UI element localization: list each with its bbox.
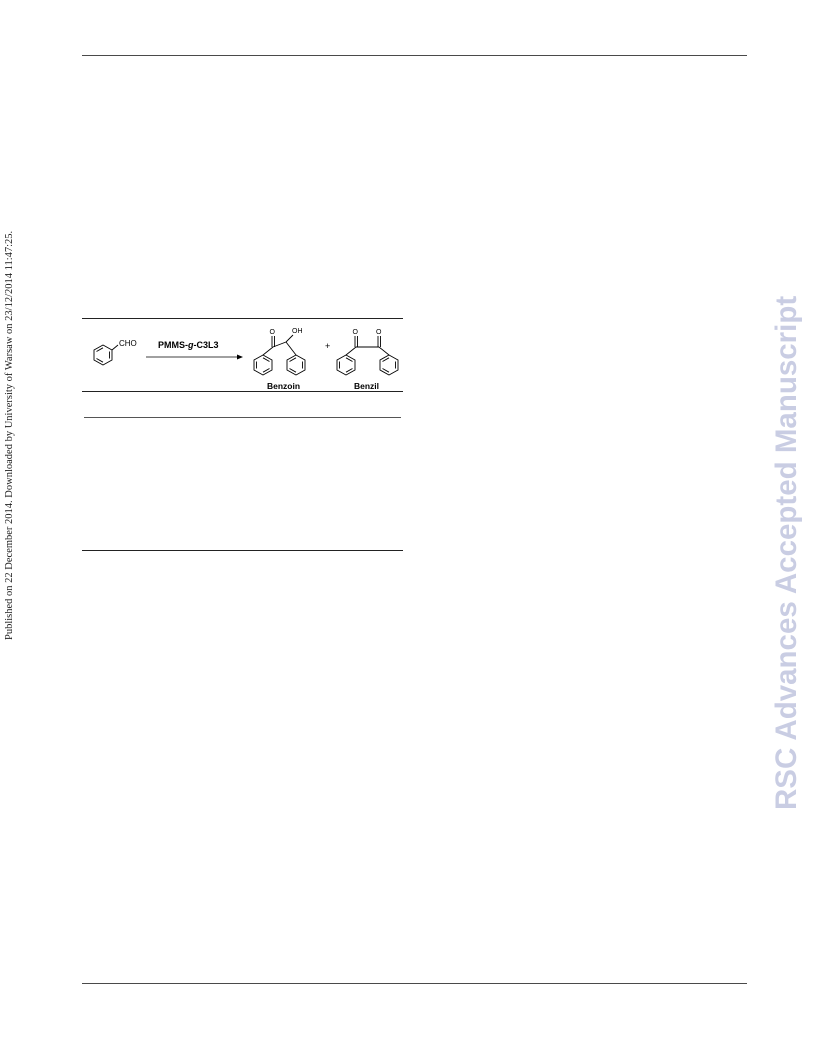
reactant-group-label: CHO xyxy=(119,339,137,348)
table-header-rule xyxy=(82,391,403,392)
benzaldehyde-structure xyxy=(94,345,118,365)
footer-rule xyxy=(82,983,747,984)
hydroxyl-label: OH xyxy=(292,328,303,335)
benzoin-label: Benzoin xyxy=(267,381,301,391)
journal-watermark: RSC Advances Accepted Manuscript xyxy=(770,295,803,810)
arrow-head xyxy=(237,355,243,360)
benzil-structure xyxy=(337,336,398,375)
header-rule xyxy=(82,55,747,56)
plus-sign: + xyxy=(325,341,331,351)
benzil-label: Benzil xyxy=(354,381,380,391)
benzoin-oxygen-label: O xyxy=(269,329,275,336)
catalyst-label: PMMS-g-C3L3 xyxy=(158,340,219,350)
table-bottom-rule xyxy=(82,550,403,551)
publication-note: Published on 22 December 2014. Downloaded by University of Warsaw on 23/12/2014 11:47:25. xyxy=(4,230,15,640)
benzil-oxygen-label-2: O xyxy=(376,329,382,336)
reaction-scheme xyxy=(82,322,403,392)
benzoin-structure xyxy=(254,335,305,375)
table-column-rule xyxy=(84,417,401,418)
reaction-table xyxy=(82,318,403,552)
benzil-oxygen-label-1: O xyxy=(352,329,358,336)
table-top-rule xyxy=(82,318,403,319)
